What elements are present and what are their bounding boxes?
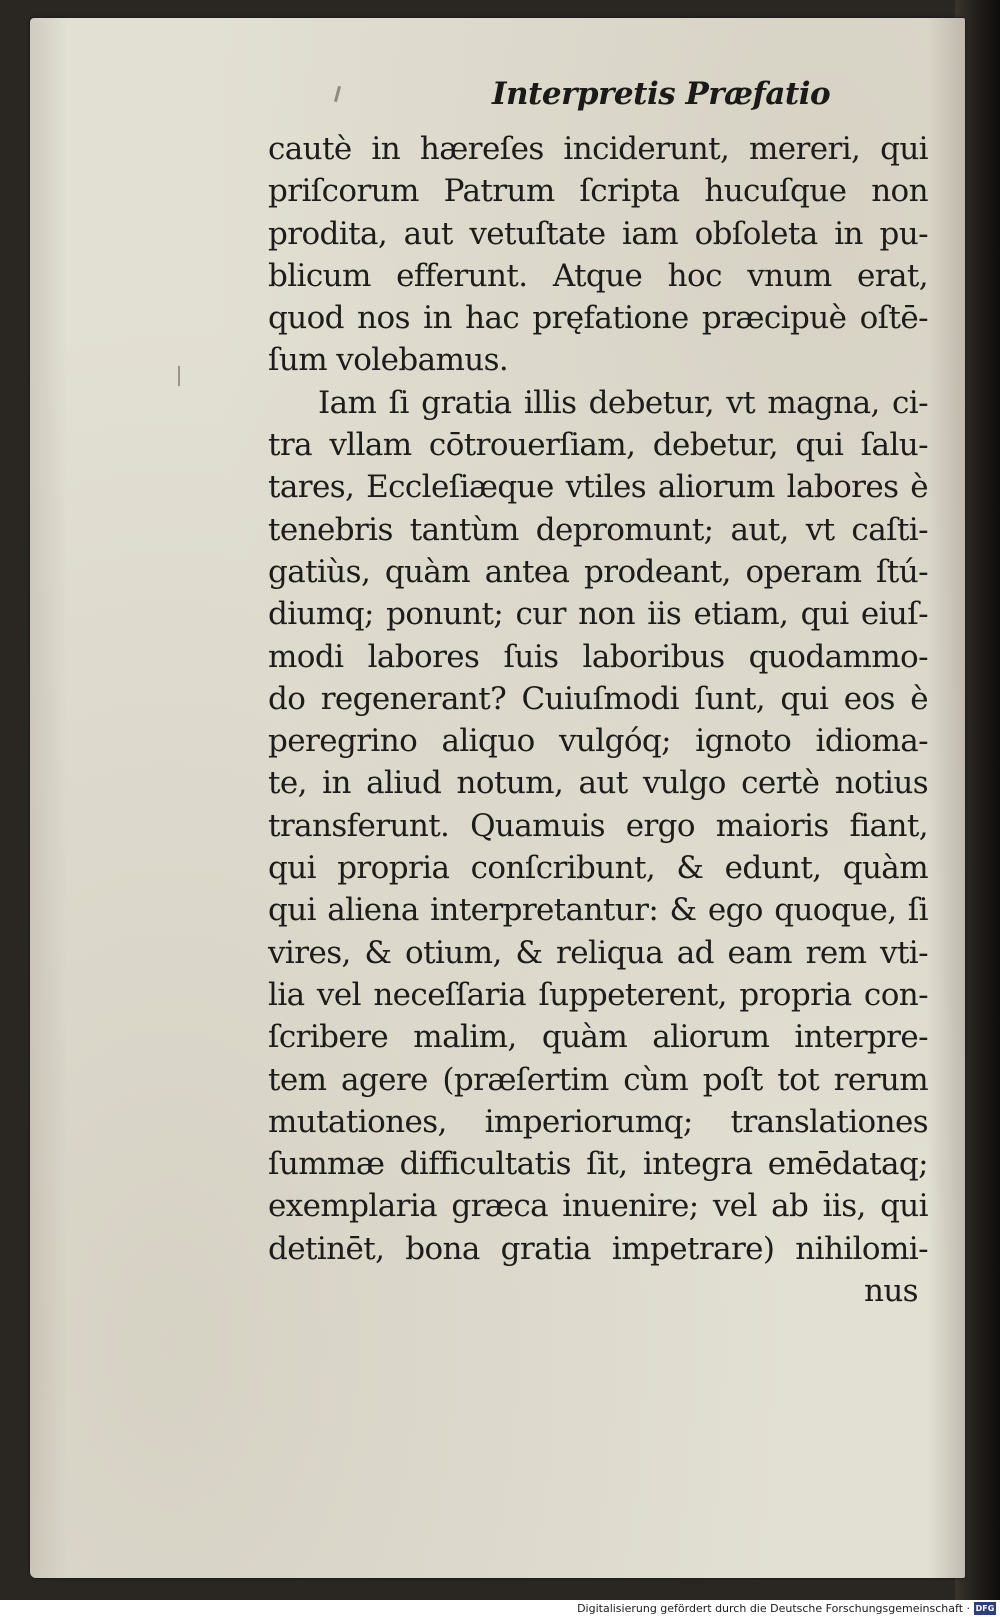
text-line: blicum efferunt. Atque hoc vnum erat, <box>268 257 928 294</box>
text-line: quod nos in hac pręfatione præcipuè oſtē- <box>268 300 928 337</box>
text-line: modi labores ſuis laboribus quodammo- <box>268 638 928 675</box>
text-line: mutationes, imperiorumq; translationes <box>268 1103 928 1140</box>
text-line: lia vel neceſſaria ſuppeterent, propria con- <box>268 976 928 1013</box>
running-head: Interpretis Præfatio <box>492 76 831 112</box>
dfg-logo: DFG <box>975 1604 995 1613</box>
text-line: priſcorum Patrum ſcripta hucuſque non <box>268 173 928 210</box>
text-line: qui aliena interpretantur: & ego quoque, ſi <box>268 892 928 929</box>
text-line: qui propria conſcribunt, & edunt, quàm <box>268 850 928 887</box>
text-line: Iam ſi gratia illis debetur, vt magna, ci- <box>318 384 928 421</box>
text-line: vires, & otium, & reliqua ad eam rem vti- <box>268 934 928 971</box>
pencil-mark <box>334 86 341 102</box>
text-line: tem agere (præſertim cùm poſt tot rerum <box>268 1061 928 1098</box>
text-line: transferunt. Quamuis ergo maioris fiant, <box>268 807 928 844</box>
text-line: detinēt, bona gratia impetrare) nihilomi- <box>268 1230 928 1267</box>
text-line: tenebris tantùm depromunt; aut, vt caſti- <box>268 511 928 548</box>
text-line: do regenerant? Cuiuſmodi ſunt, qui eos è <box>268 680 928 717</box>
text-line: ſummæ difficultatis ſit, integra emēdataq; <box>268 1146 928 1183</box>
text-line: te, in aliud notum, aut vulgo certè notius <box>268 765 928 802</box>
text-line: peregrino aliquo vulgóq; ignoto idioma- <box>268 723 928 760</box>
text-line: exemplaria græca inuenire; vel ab iis, qui <box>268 1188 928 1225</box>
text-line: diumq; ponunt; cur non iis etiam, qui eiuſ- <box>268 596 928 633</box>
text-line: ſcribere malim, quàm aliorum interpre- <box>268 1019 928 1056</box>
text-line: ſum volebamus. <box>268 342 509 379</box>
text-line: cautè in hæreſes inciderunt, mereri, qui <box>268 131 928 167</box>
text-line: tares, Eccleſiæque vtiles aliorum labores è <box>268 469 928 506</box>
text-line: gatiùs, quàm antea prodeant, operam ſtú- <box>268 553 928 590</box>
digitization-credit: Digitalisierung gefördert durch die Deutsche Forschungsgemeinschaft · <box>577 1602 970 1615</box>
text-line: prodita, aut vetuſtate iam obſoleta in pu- <box>268 215 928 252</box>
catchword: nus <box>863 1273 918 1310</box>
text-line: tra vllam cōtrouerſiam, debetur, qui ſalu- <box>268 427 928 464</box>
body-text <box>268 128 928 1312</box>
margin-mark <box>178 366 180 386</box>
